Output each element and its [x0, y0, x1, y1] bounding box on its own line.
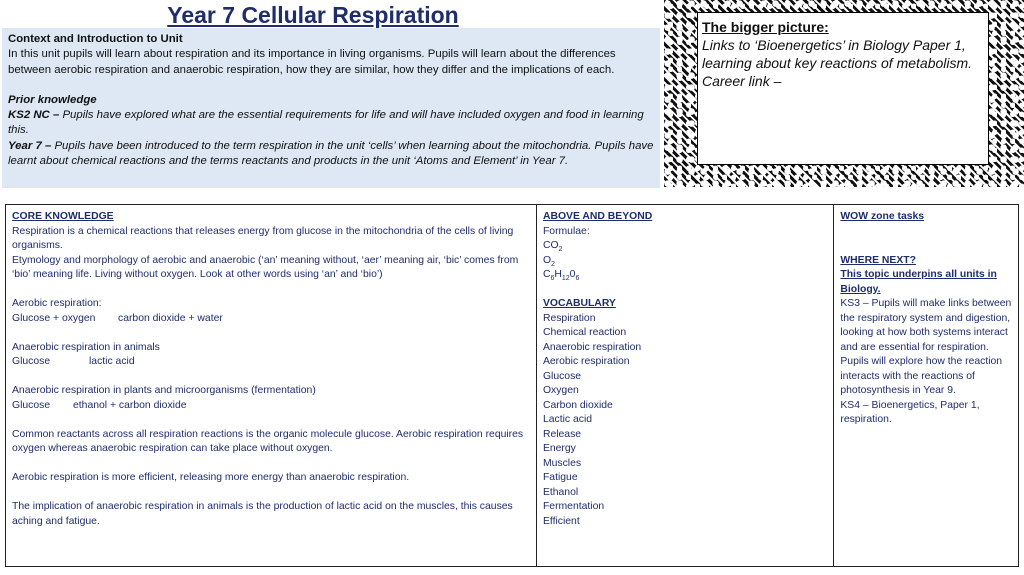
- vocab-item: Glucose: [542, 370, 582, 382]
- vocab-item: Aerobic respiration: [542, 356, 630, 367]
- efficiency-text: Aerobic respiration is more efficient, releasing more energy than anaerobic respiration.: [12, 472, 410, 483]
- where-next-heading: WHERE NEXT?: [840, 254, 916, 266]
- common-reactants-text: Common reactants across all respiration reactions is the organic molecule glucose. Aerobic respiration requires oxygen whereas anaerobic respiration can take place without oxygen.: [12, 428, 524, 454]
- formula-glucose: $C_6H_{12}0_6$: [542, 269, 580, 283]
- formula-co2: $CO_2$: [542, 240, 563, 254]
- aerobic-heading: Aerobic respiration:: [12, 298, 102, 309]
- aerobic-reactants: Glucose + oxygen: [12, 312, 96, 324]
- career-link: Career link –: [702, 73, 782, 89]
- anaerobic-plants-equation: [12, 399, 530, 414]
- above-and-beyond-column: [537, 205, 834, 566]
- bigger-picture-line: learning about key reactions of metabolism.: [702, 55, 973, 71]
- vocab-item: Efficient: [542, 515, 580, 527]
- core-definition: Respiration is a chemical reactions that releases energy from glucose in the mitochondria of the cells of living organisms.: [12, 225, 514, 251]
- context-heading: Context and Introduction to Unit: [8, 33, 183, 45]
- knowledge-table: [5, 204, 1019, 567]
- vocab-item: Respiration: [542, 312, 596, 324]
- anaerobic-plants-reactant: Glucose: [12, 399, 51, 411]
- anaerobic-animals-reactant: Glucose: [12, 356, 51, 367]
- vocabulary-list: [543, 312, 827, 530]
- year7-text: Pupils have been introduced to the term respiration in the unit ‘cells’ when learning about the mitochondria. Pupils have learnt about chemical reactions and the terms reactants and products in the unit ‘Atoms and Element’ in Year 7.: [8, 139, 654, 168]
- vocab-item: Energy: [542, 443, 576, 454]
- page-title: Year 7 Cellular Respiration: [167, 2, 459, 28]
- vocab-item: Oxygen: [542, 385, 579, 396]
- above-and-beyond-heading: ABOVE AND BEYOND: [542, 211, 653, 222]
- ks2-label: KS2 NC –: [8, 109, 60, 122]
- ks4-text: KS4 – Bioenergetics, Paper 1, respiration.: [840, 399, 980, 425]
- wow-zone-heading: WOW zone tasks: [840, 211, 925, 222]
- context-box: [2, 28, 660, 188]
- vocab-item: Muscles: [542, 457, 582, 469]
- where-next-subheading: This topic underpins all units in Biology.: [840, 269, 997, 295]
- vocab-item: Fermentation: [542, 501, 605, 512]
- ks2-text: Pupils have explored what are the essential requirements for life and will have included oxygen and food in learning this.: [8, 109, 644, 137]
- core-etymology: Etymology and morphology of aerobic and anaerobic (‘an’ meaning without, ‘aer’ meaning air, ‘bic’ comes from ‘bio’ meaning life. Living without oxygen. Look at other words using ‘an’ and ‘bio’): [12, 254, 519, 280]
- formula-o2: $O_2$: [542, 254, 555, 268]
- formulae-label: Formulae:: [542, 225, 590, 237]
- anaerobic-animals-heading: Anaerobic respiration in animals: [12, 341, 160, 353]
- vocab-item: Chemical reaction: [542, 327, 627, 338]
- core-knowledge-heading: CORE KNOWLEDGE: [12, 211, 114, 222]
- aerobic-products: carbon dioxide + water: [118, 312, 223, 324]
- vocab-item: Anaerobic respiration: [542, 341, 642, 353]
- anaerobic-plants-heading: Anaerobic respiration in plants and microorganisms (fermentation): [12, 385, 316, 396]
- bigger-picture-line: Links to ‘Bioenergetics’ in Biology Paper 1,: [702, 37, 966, 53]
- context-intro: In this unit pupils will learn about respiration and its importance in living organisms. Pupils will learn about the differences between aerobic respiration and anaerobic respiration, how they are similar, how they differ and the implications of each.: [8, 48, 616, 76]
- vocab-item: Fatigue: [542, 472, 578, 483]
- vocab-item: Carbon dioxide: [542, 399, 613, 411]
- implication-text: The implication of anaerobic respiration in animals is the production of lactic acid on the muscles, this causes aching and fatigue.: [12, 501, 513, 527]
- vocab-item: Ethanol: [542, 486, 579, 498]
- vocab-item: Release: [542, 428, 582, 440]
- anaerobic-plants-product: ethanol + carbon dioxide: [73, 399, 187, 411]
- ks2-paragraph: [8, 108, 654, 139]
- vocabulary-heading: VOCABULARY: [542, 298, 616, 309]
- wow-zone-column: [834, 205, 1018, 566]
- year7-label: Year 7 –: [8, 139, 52, 152]
- anaerobic-animals-equation: [12, 355, 530, 370]
- vocab-item: Lactic acid: [542, 414, 593, 425]
- aerobic-equation: [12, 312, 530, 327]
- ks3-text: KS3 – Pupils will make links between the respiratory system and digestion, looking at how both systems interact and are essential for respiration. Pupils will explore how the reaction interacts with the reactions of photosynthesis in Year 9.: [840, 298, 1012, 396]
- prior-knowledge-heading: Prior knowledge: [8, 93, 97, 106]
- year7-paragraph: [8, 139, 654, 170]
- bigger-picture-box: [697, 12, 989, 165]
- core-knowledge-column: [6, 205, 537, 566]
- anaerobic-animals-product: lactic acid: [89, 356, 135, 367]
- bigger-picture-heading: The bigger picture:: [702, 19, 829, 35]
